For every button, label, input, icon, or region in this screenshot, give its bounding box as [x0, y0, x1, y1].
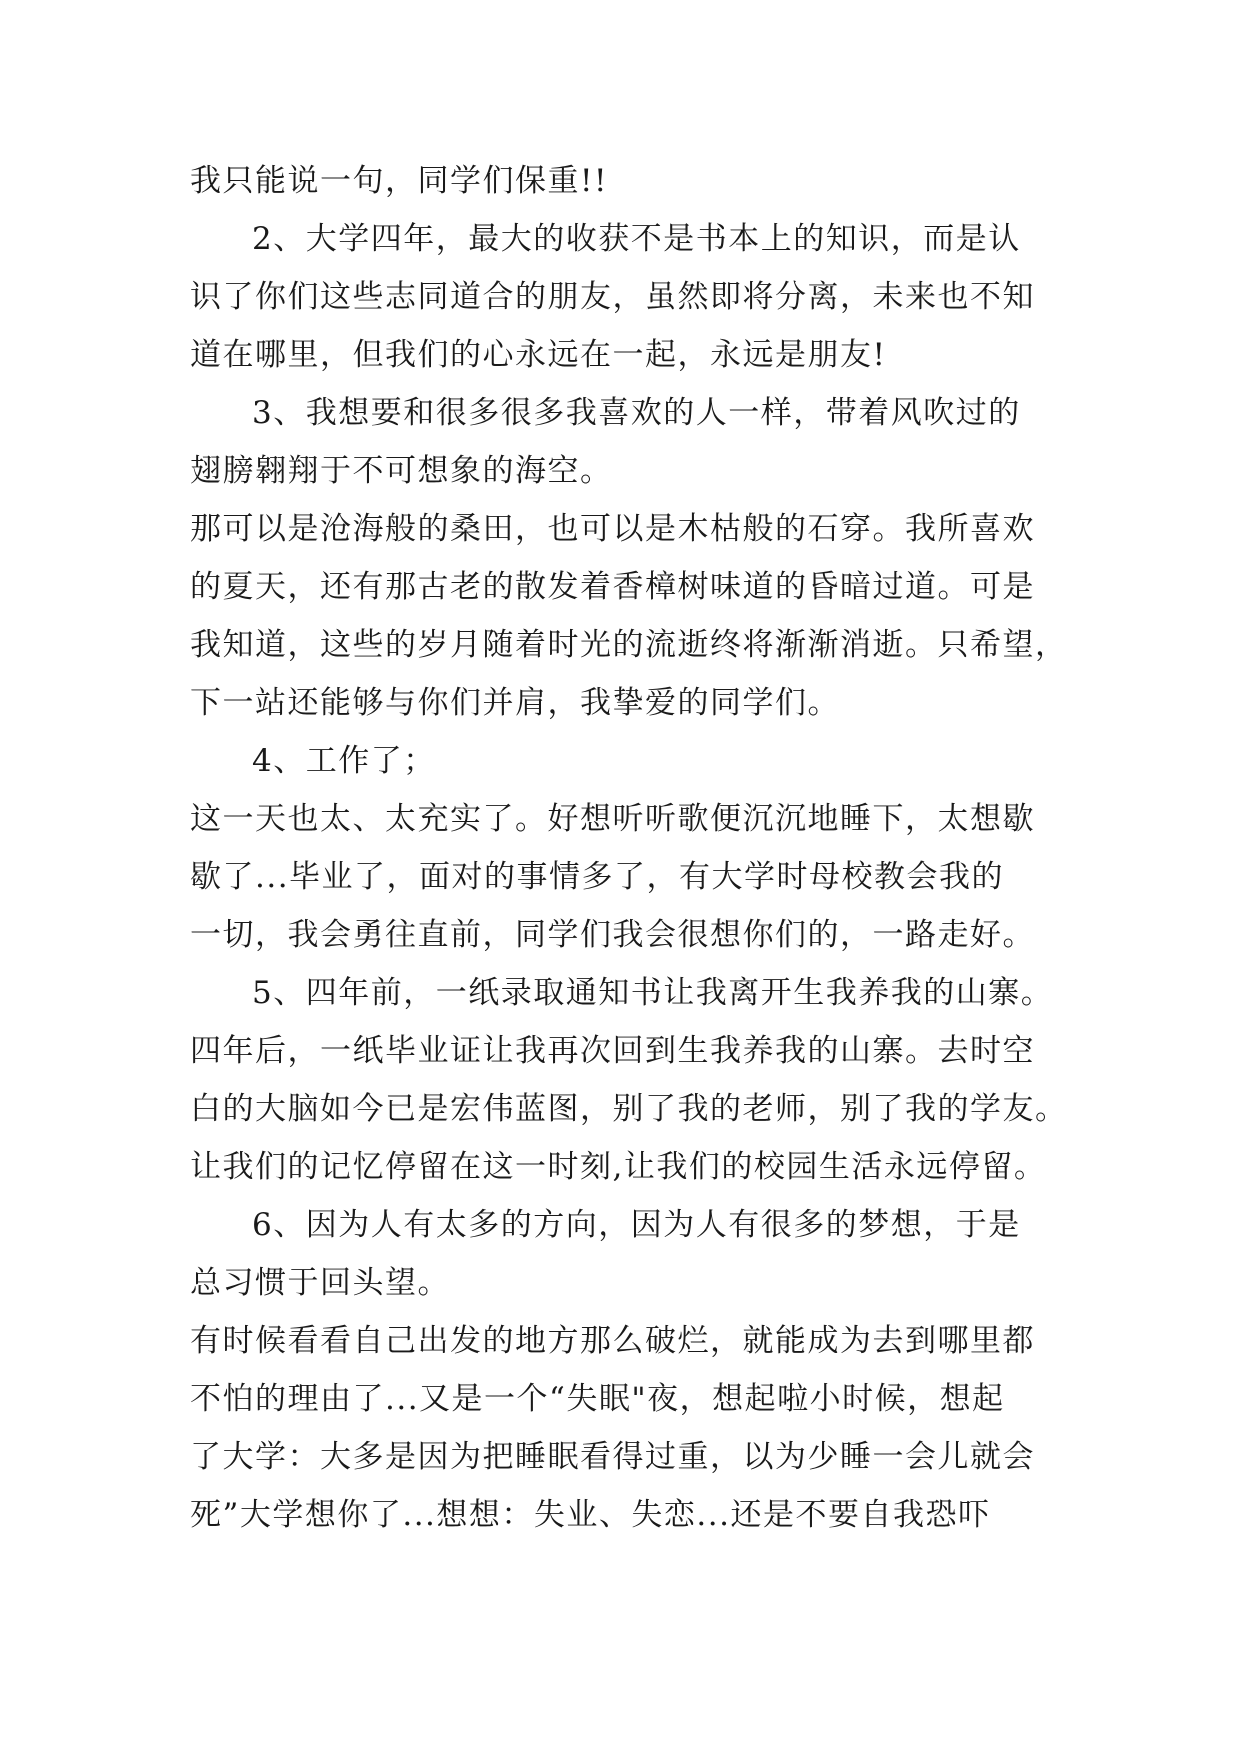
text-line: 白的大脑如今已是宏伟蓝图，别了我的老师，别了我的学友。	[190, 1091, 1068, 1127]
text-line: 道在哪里，但我们的心永远在一起，永远是朋友!	[190, 337, 887, 373]
text-line: 这一天也太、太充实了。好想听听歌便沉沉地睡下，太想歇	[190, 801, 1035, 837]
text-line: 5、四年前，一纸录取通知书让我离开生我养我的山寨。	[252, 975, 1054, 1011]
text-line: 2、大学四年，最大的收获不是书本上的知识，而是认	[252, 221, 1021, 257]
text-line: 让我们的记忆停留在这一时刻,让我们的校园生活永远停留。	[190, 1149, 1047, 1185]
text-line: 4、工作了；	[252, 743, 436, 779]
text-line: 的夏天，还有那古老的散发着香樟树味道的昏暗过道。可是	[190, 569, 1035, 605]
text-line: 识了你们这些志同道合的朋友，虽然即将分离，未来也不知	[190, 279, 1035, 315]
text-line: 翅膀翱翔于不可想象的海空。	[190, 453, 613, 489]
text-line: 四年后，一纸毕业证让我再次回到生我养我的山寨。去时空	[190, 1033, 1035, 1069]
text-line: 一切，我会勇往直前，同学们我会很想你们的，一路走好。	[190, 917, 1035, 953]
text-line: 歇了...毕业了，面对的事情多了，有大学时母校教会我的	[190, 859, 1005, 895]
text-line: 我只能说一句，同学们保重!!	[190, 163, 608, 199]
text-line: 我知道，这些的岁月随着时光的流逝终将渐渐消逝。只希望，	[190, 627, 1068, 663]
text-line: 6、因为人有太多的方向，因为人有很多的梦想，于是	[252, 1207, 1021, 1243]
text-line: 那可以是沧海般的桑田，也可以是木枯般的石穿。我所喜欢	[190, 511, 1035, 547]
text-line: 下一站还能够与你们并肩，我挚爱的同学们。	[190, 685, 840, 721]
text-line: 死”大学想你了...想想：失业、失恋...还是不要自我恐吓	[190, 1497, 991, 1533]
text-line: 总习惯于回头望。	[190, 1265, 450, 1301]
text-line: 了大学：大多是因为把睡眠看得过重，以为少睡一会儿就会	[190, 1439, 1035, 1475]
body-text	[190, 152, 1070, 1544]
text-line: 有时候看看自己出发的地方那么破烂，就能成为去到哪里都	[190, 1323, 1035, 1359]
text-line: 3、我想要和很多很多我喜欢的人一样，带着风吹过的	[252, 395, 1021, 431]
text-line: 不怕的理由了...又是一个“失眠"夜，想起啦小时候，想起	[190, 1381, 1005, 1417]
